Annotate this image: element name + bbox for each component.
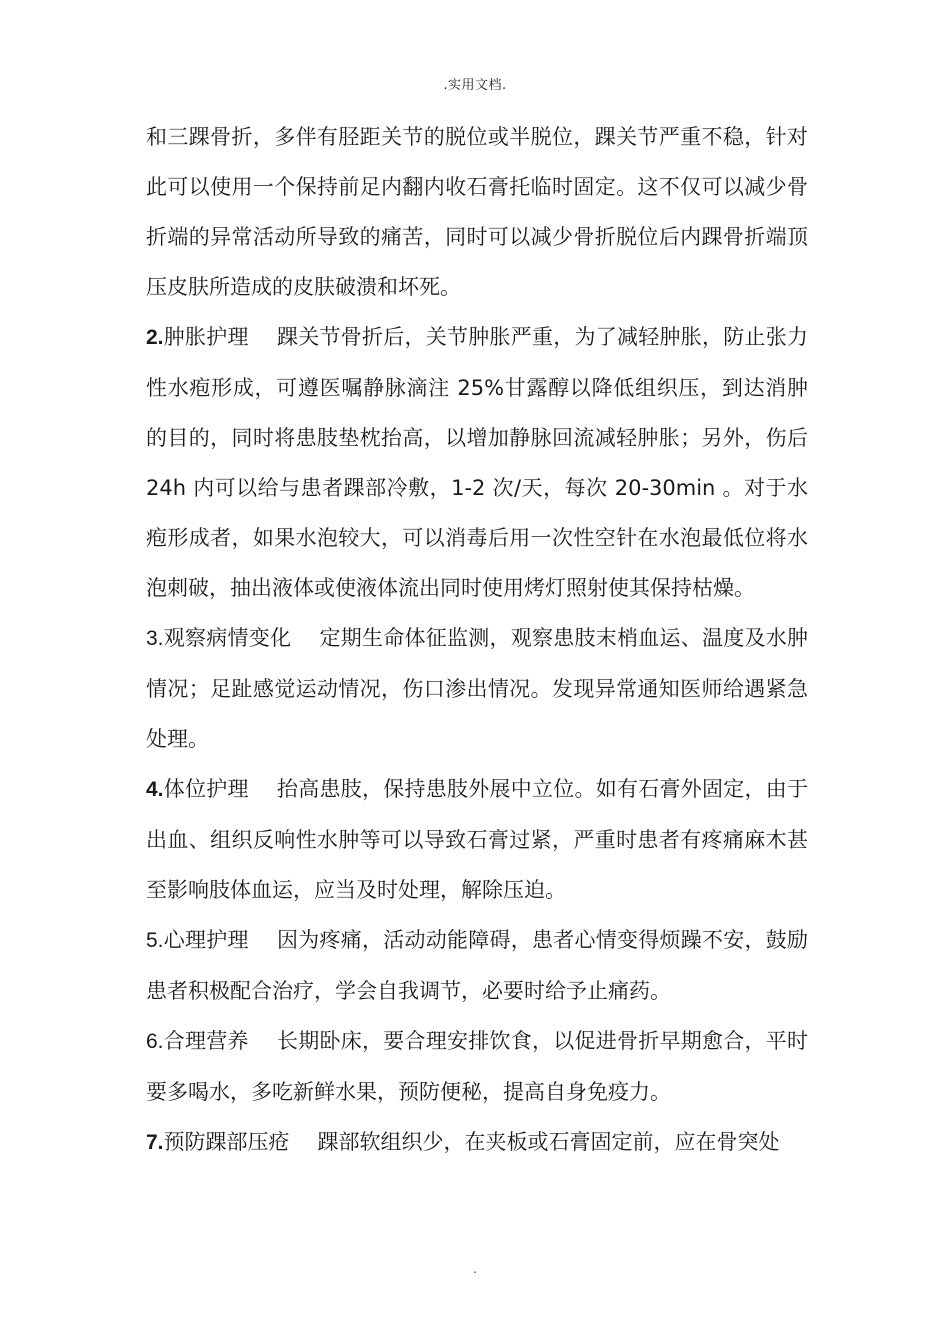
- page-footer: .: [473, 1262, 477, 1276]
- section-title: 观察病情变化: [163, 626, 292, 650]
- paragraph-pressure-sore: [146, 1117, 808, 1168]
- page-header: .实用文档.: [443, 78, 507, 93]
- section-number: 2.: [146, 326, 164, 349]
- section-number: 7.: [146, 1131, 164, 1154]
- paragraph-body: 因为疼痛，活动动能障碍，患者心情变得烦躁不安，鼓励患者积极配合治疗，学会自我调节，必要时给予止痛药。: [146, 928, 809, 1003]
- paragraph-body: 踝部软组织少，在夹板或石膏固定前，应在骨突处: [317, 1130, 780, 1154]
- section-number: 5.: [146, 929, 164, 952]
- paragraph-swelling-care: [146, 312, 808, 613]
- paragraph-continuation: [146, 112, 808, 312]
- paragraph-body: 和三踝骨折，多伴有胫距关节的脱位或半脱位，踝关节严重不稳，针对此可以使用一个保持前足内翻内收石膏托临时固定。这不仅可以减少骨折端的异常活动所导致的痛苦，同时可以减少骨折脱位后内踝骨折端顶压皮肤所造成的皮肤破溃和坏死。: [146, 125, 808, 299]
- paragraph-nutrition: [146, 1016, 808, 1117]
- paragraph-position-care: [146, 764, 808, 915]
- paragraph-body: 抬高患肢，保持患肢外展中立位。如有石膏外固定，由于出血、组织反响性水肿等可以导致石膏过紧，严重时患者有疼痛麻木甚至影响肢体血运，应当及时处理，解除压迫。: [146, 777, 809, 902]
- section-number: 4.: [146, 778, 164, 801]
- paragraph-psychological-care: [146, 915, 808, 1016]
- section-title: 合理营养: [163, 1029, 249, 1053]
- section-number: 6.: [146, 1030, 164, 1053]
- paragraph-body: 定期生命体征监测，观察患肢末梢血运、温度及水肿情况；足趾感觉运动情况，伤口渗出情况。发现异常通知医师给遇紧急处理。: [146, 626, 809, 751]
- section-title: 体位护理: [163, 777, 249, 801]
- section-title: 预防踝部压疮: [163, 1130, 290, 1154]
- paragraph-body: 长期卧床，要合理安排饮食，以促进骨折早期愈合，平时要多喝水，多吃新鲜水果，预防便秘，提高自身免疫力。: [146, 1029, 809, 1104]
- section-title: 心理护理: [163, 928, 249, 952]
- document-body: [146, 112, 808, 1168]
- paragraph-observe-condition: [146, 613, 808, 764]
- section-number: 3.: [146, 627, 164, 650]
- paragraph-body: 踝关节骨折后，关节肿胀严重，为了减轻肿胀，防止张力性水疱形成，可遵医嘱静脉滴注 25%甘露醇以降低组织压，到达消肿的目的，同时将患肢垫枕抬高，以增加静脉回流减轻肿胀；另外，伤后 24h 内可以给与患者踝部冷敷，1-2 次/天，每次 20-30min 。对于水疱形成者，如果水泡较大，可以消毒后用一次性空针在水泡最低位将水泡刺破，抽出液体或使液体流出同时使用烤灯照射使其保持枯燥。: [146, 325, 809, 600]
- section-title: 肿胀护理: [163, 325, 249, 349]
